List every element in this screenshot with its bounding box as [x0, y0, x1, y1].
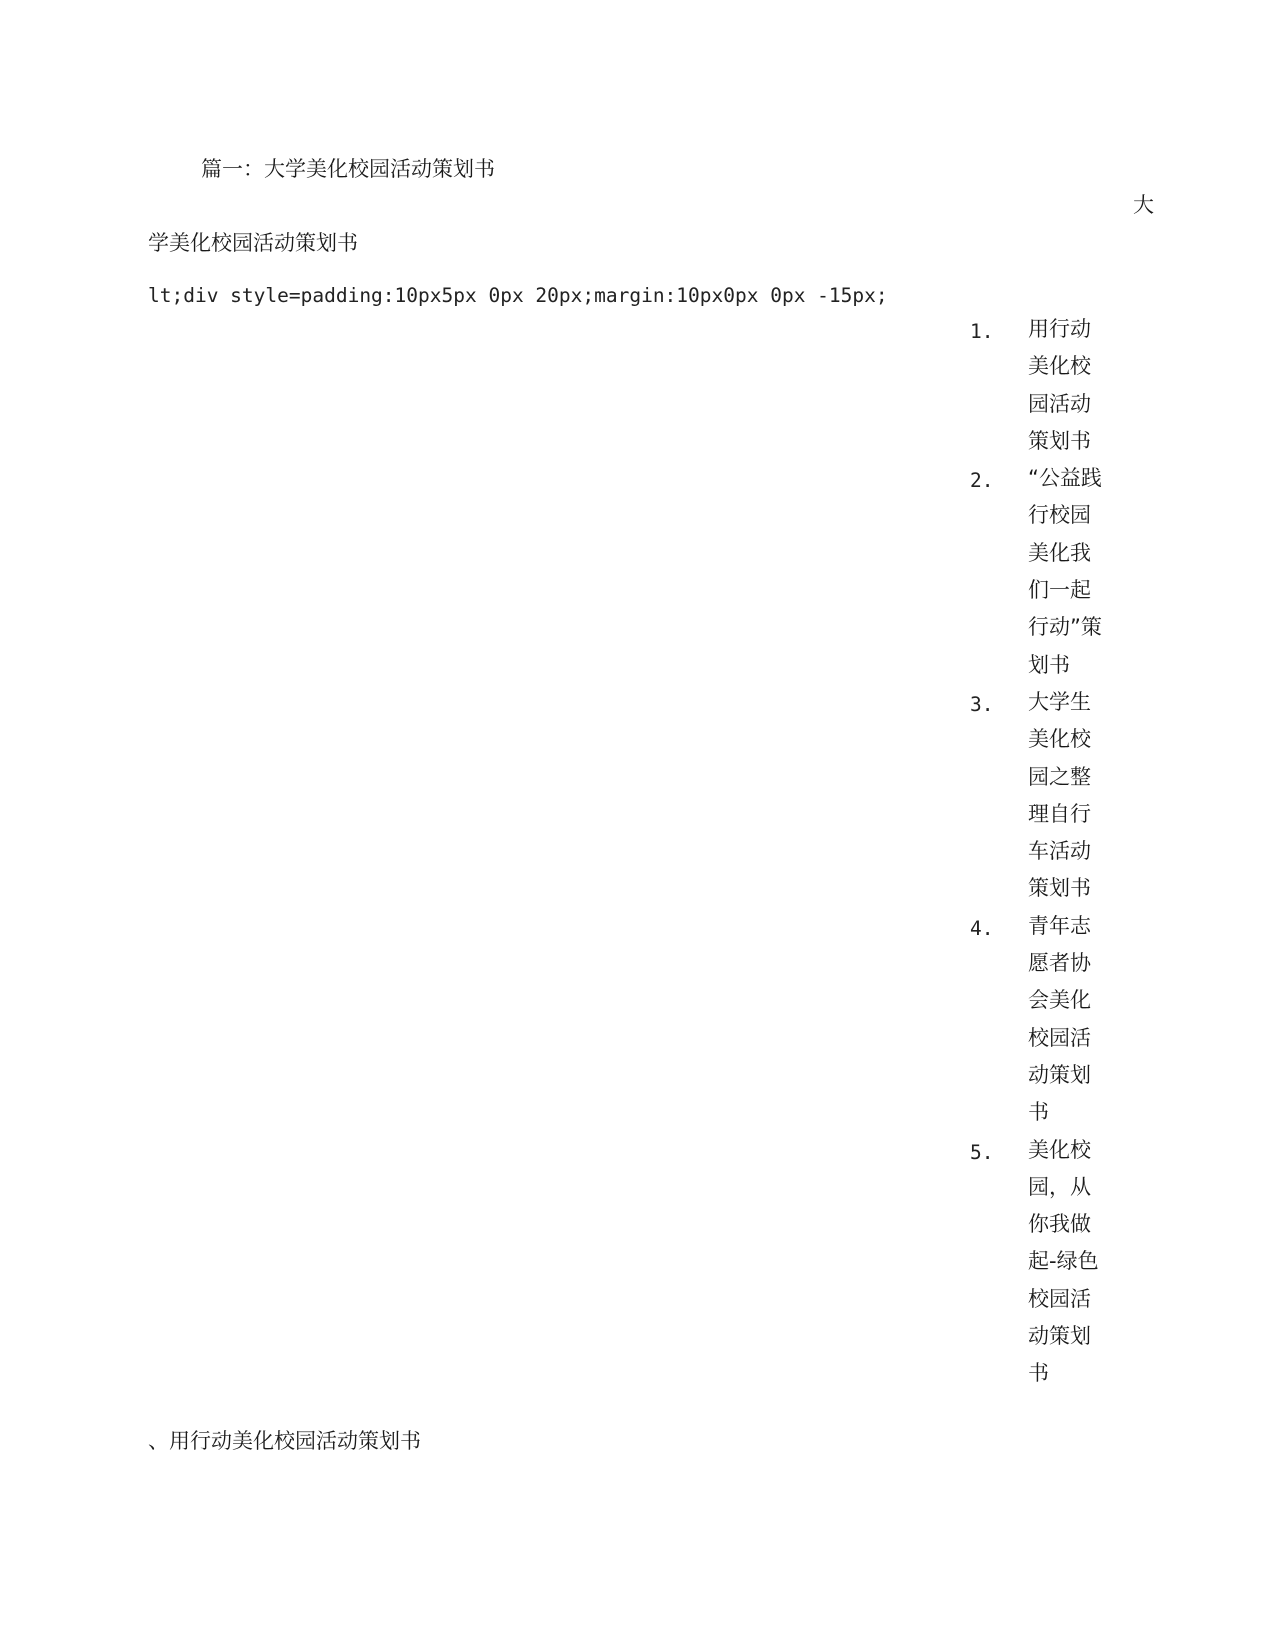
- html-fragment-text: lt;div style=padding:10px5px 0px 20px;margin:10px0px 0px -15px;: [148, 284, 888, 307]
- list-item-link[interactable]: 青年志愿者协会美化校园活动策划书: [1028, 913, 1091, 1125]
- list-item-link[interactable]: 大学生美化校园之整理自行车活动策划书: [1028, 689, 1091, 901]
- list-item-link[interactable]: “公益践行校园美化我们一起行动”策划书: [1028, 466, 1102, 677]
- title-continuation: 学美化校园活动策划书: [148, 231, 358, 255]
- list-item-number: 4.: [970, 916, 994, 940]
- section-subheading: 、用行动美化校园活动策划书: [148, 1429, 421, 1453]
- list-item[interactable]: [970, 908, 1105, 1132]
- section-heading: 篇一：大学美化校园活动策划书: [201, 157, 495, 181]
- list-item-number: 2.: [970, 469, 994, 493]
- list-item[interactable]: [970, 311, 1105, 460]
- list-item-number: 3.: [970, 692, 994, 716]
- list-item[interactable]: [970, 460, 1105, 684]
- related-links-list: [970, 311, 1120, 1393]
- list-item-link[interactable]: 美化校园，从你我做起-绿色校园活动策划书: [1028, 1137, 1099, 1386]
- list-item-number: 5.: [970, 1140, 994, 1164]
- title-first-char: 大: [1133, 193, 1154, 217]
- list-item-link[interactable]: 用行动美化校园活动策划书: [1028, 317, 1091, 453]
- list-item[interactable]: [970, 684, 1105, 908]
- list-item[interactable]: [970, 1132, 1105, 1393]
- list-item-number: 1.: [970, 320, 994, 343]
